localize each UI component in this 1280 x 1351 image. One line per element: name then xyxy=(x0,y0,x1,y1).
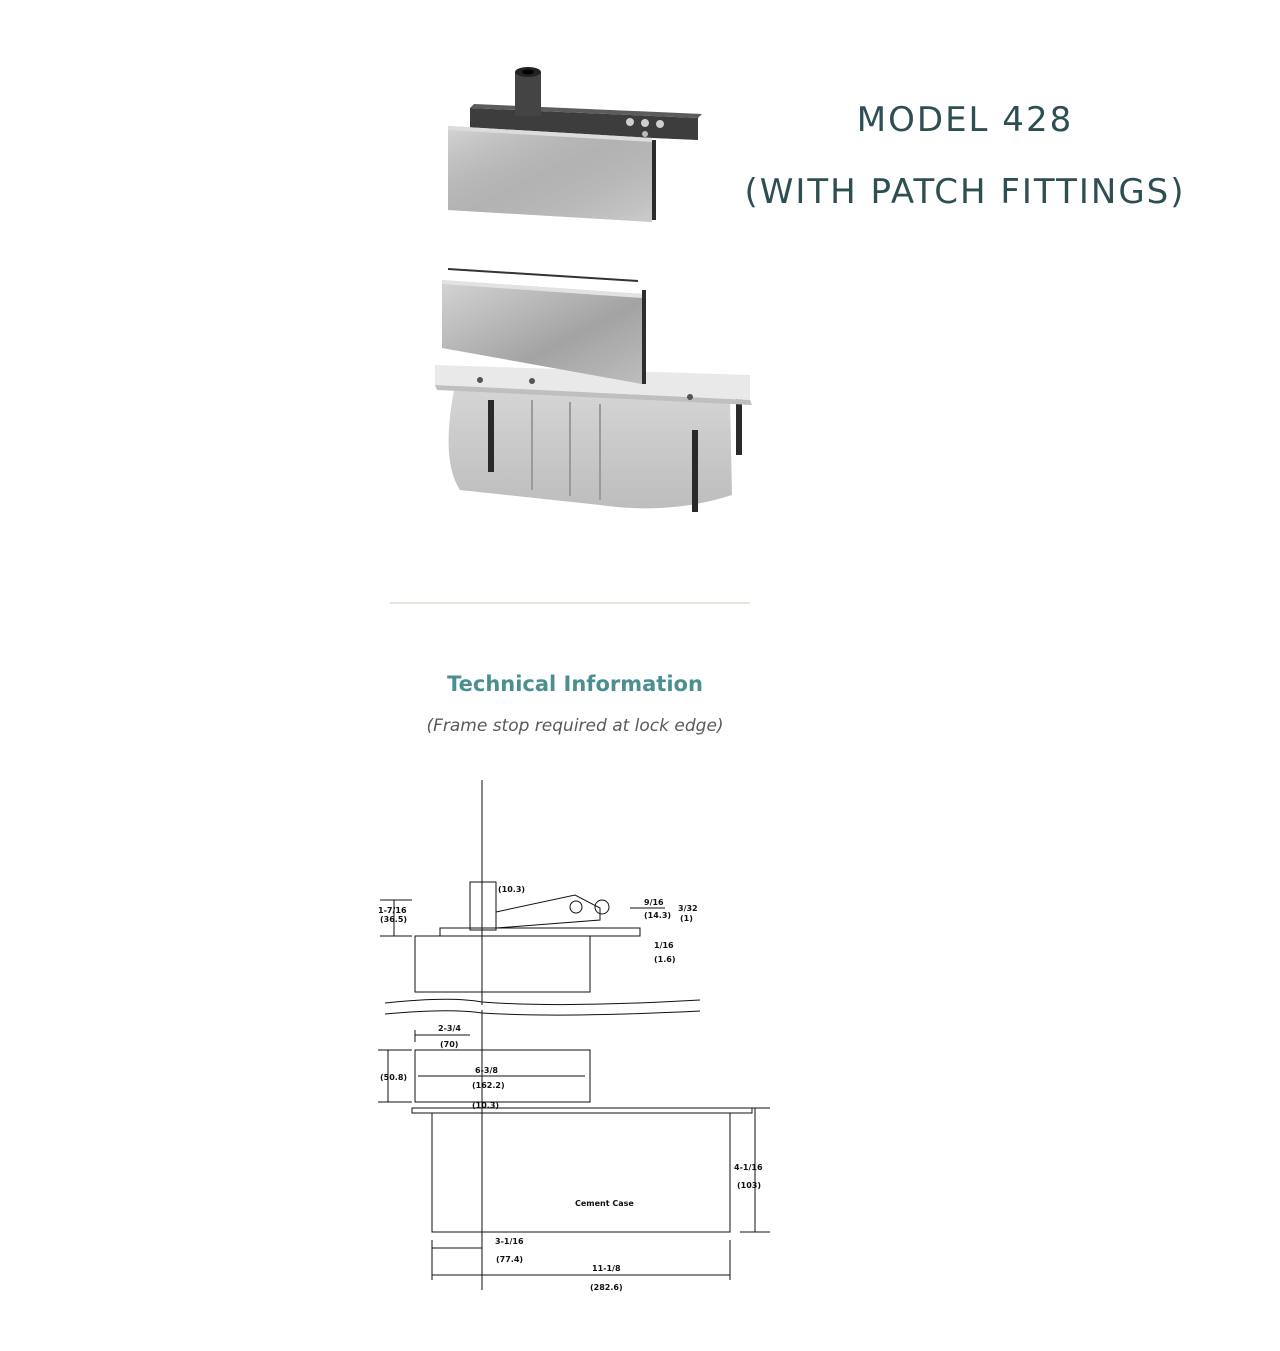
dim-top-offset: (10.3) xyxy=(498,885,526,894)
dim-left-height: 1-7/16 xyxy=(378,906,407,915)
bottom-floor-closer-photo xyxy=(420,260,765,530)
dim-arm-offset-mm: (70) xyxy=(440,1040,459,1049)
dim-small-mm: (10.3) xyxy=(472,1101,500,1110)
section-divider xyxy=(390,602,750,604)
dim-right-c: 1/16 xyxy=(654,941,674,950)
dim-case-height-mm: (103) xyxy=(737,1181,762,1190)
technical-heading: Technical Information xyxy=(447,672,703,696)
dim-left-height-mm: (36.5) xyxy=(380,915,408,924)
dim-pivot-offset-mm: (77.4) xyxy=(496,1255,524,1264)
pivot-pin xyxy=(570,901,582,913)
pivot-post xyxy=(470,882,496,930)
dim-right-c-mm: (1.6) xyxy=(654,955,676,964)
dim-case-length-mm: (282.6) xyxy=(590,1283,623,1292)
model-subtitle: (WITH PATCH FITTINGS) xyxy=(744,172,1186,212)
dim-case-height: 4-1/16 xyxy=(734,1163,763,1172)
pivot-arm xyxy=(496,895,600,928)
dim-arm-length-mm: (162.2) xyxy=(472,1081,505,1090)
cement-case xyxy=(432,1113,730,1232)
dim-case-length: 11-1/8 xyxy=(592,1264,621,1273)
dim-right-a-mm: (14.3) xyxy=(644,911,672,920)
top-pivot-photo xyxy=(440,60,715,240)
case-cover xyxy=(412,1108,752,1113)
dim-right-b: 3/32 xyxy=(678,904,698,913)
dim-right-b-mm: (1) xyxy=(680,914,693,923)
top-housing xyxy=(415,936,590,992)
dim-right-a: 9/16 xyxy=(644,898,664,907)
technical-drawing xyxy=(360,770,800,1310)
dim-arm-offset: 2-3/4 xyxy=(438,1024,461,1033)
technical-note: (Frame stop required at lock edge) xyxy=(426,716,724,736)
dim-arm-height-mm: (50.8) xyxy=(380,1073,408,1082)
dim-arm-length: 6-3/8 xyxy=(475,1066,498,1075)
model-title: MODEL 428 xyxy=(856,100,1074,140)
case-label: Cement Case xyxy=(575,1199,634,1208)
dim-pivot-offset: 3-1/16 xyxy=(495,1237,524,1246)
